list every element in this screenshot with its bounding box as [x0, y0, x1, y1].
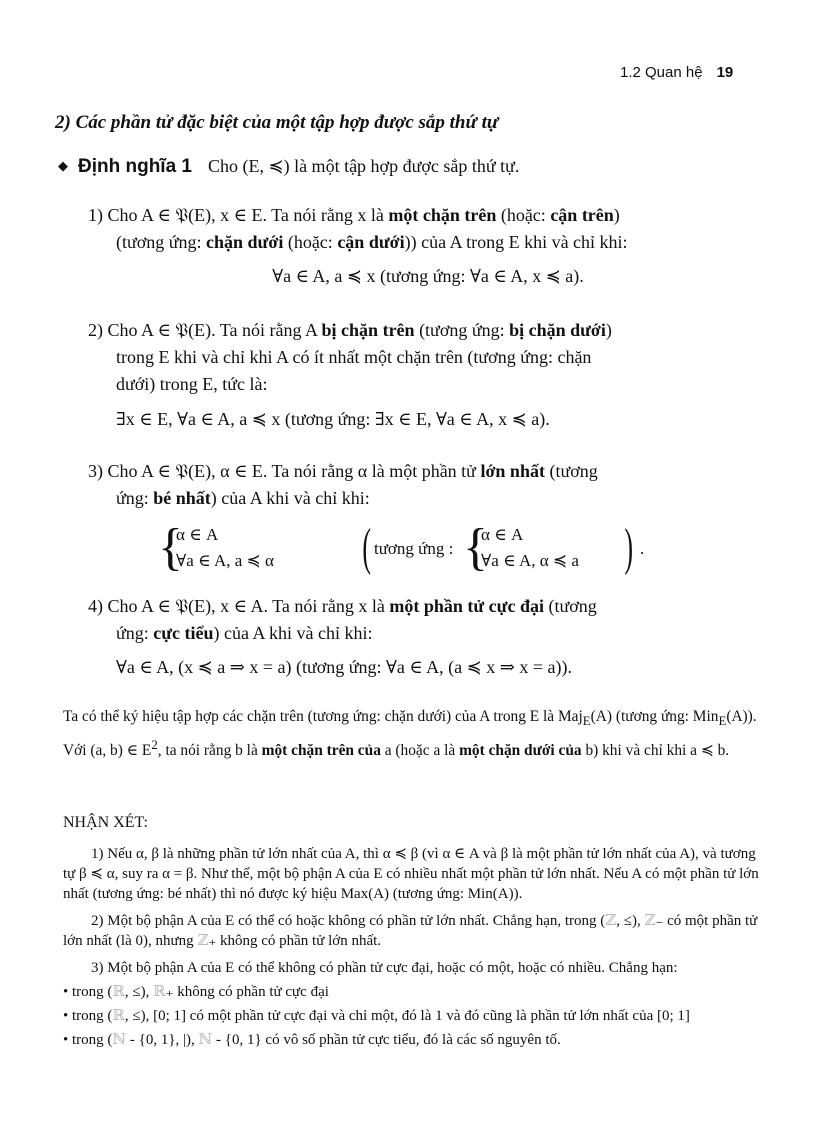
item4-text: ) của A khi và chỉ khi:: [213, 623, 373, 643]
term-bounded-above: bị chặn trên: [321, 320, 415, 340]
remark-text: 2) Một bộ phận A của E có thể có hoặc không có phần tử lớn nhất. Chẳng hạn, trong (: [91, 913, 606, 929]
remark-1: 1) Nếu α, β là những phần tử lớn nhất của A, thì α ≼ β (vì α ∈ A và β là một phần tử lớn nhất của A), và tương tự β ≼ α, suy ra α = β. Như thế, một bộ phận A của E có nhiều nhất một phần tử lớn nhất. Nếu A có một phần tử lớn nhất (tương ứng: bé nhất) thì nó được ký hiệu Max(A) (tương ứng: Min(A)).: [63, 846, 759, 902]
item2-text: trong E khi và chỉ khi A có ít nhất một chặn trên (tương ứng: chặn: [116, 347, 592, 367]
system-row: ∀a ∈ A, a ≼ α: [176, 551, 274, 570]
item4-formula: ∀a ∈ A, (x ≼ a ⇒ x = a) (tương ứng: ∀a ∈ A, (a ≼ x ⇒ x = a)).: [116, 657, 572, 677]
definition-name: Định nghĩa 1: [78, 156, 192, 177]
faded-symbol: ℕ: [198, 1032, 213, 1048]
subscript: E: [718, 714, 727, 729]
remark-text: • trong (: [63, 1008, 113, 1024]
bullet-item: [63, 1006, 763, 1026]
item3-text: (tương: [544, 461, 598, 481]
section-title: 2) Các phần tử đặc biệt của một tập hợp được sắp thứ tự: [55, 112, 499, 133]
remark-text: - {0, 1}, |),: [126, 1032, 199, 1048]
diamond-icon: ◆: [58, 158, 68, 173]
notation-paragraph: [63, 705, 763, 763]
remark-text: ₊ không có phần tử lớn nhất.: [208, 933, 382, 949]
term-lower-bound: chặn dưới: [206, 232, 284, 252]
item4-text: (tương: [543, 596, 597, 616]
left-brace: {: [463, 519, 488, 576]
item2-text: (tương ứng:: [414, 320, 510, 340]
bullet-item: [63, 982, 763, 1002]
item2-text: ): [605, 320, 612, 340]
system-row: α ∈ A: [176, 525, 219, 544]
running-header: [620, 64, 733, 81]
item3-text: ) của A khi và chỉ khi:: [210, 488, 370, 508]
item3-systems: [88, 516, 768, 586]
remark-2: [63, 911, 763, 951]
term-upper-bound-of: một chặn trên của: [261, 742, 381, 760]
faded-symbol: ℤ: [197, 933, 209, 949]
item1-text: ): [613, 205, 620, 225]
item3-text: 3) Cho A ∈ 𝔓(E), α ∈ E. Ta nói rằng α là một phần tử: [88, 461, 481, 481]
remark-text: ₊ không có phần tử cực đại: [165, 984, 329, 1000]
faded-symbol: ℝ: [112, 984, 125, 1000]
remark-text: , ≤),: [616, 913, 645, 929]
definition-item-4: [88, 593, 768, 681]
faded-symbol: ℝ: [153, 984, 166, 1000]
term-minimal: cực tiểu: [153, 623, 214, 643]
definition-item-2: [88, 317, 768, 433]
remark-text: - {0, 1} có vô số phần tử cực tiểu, đó là các số nguyên tố.: [212, 1032, 561, 1048]
system-row: α ∈ A: [481, 525, 524, 544]
remark-3: 3) Một bộ phận A của E có thể không có phần tử cực đại, hoặc có một, hoặc có nhiều. Chẳng hạn:: [91, 960, 678, 976]
remark-text: , ≤), [0; 1] có một phần tử cực đại và chỉ một, đó là 1 và đó cũng là phần tử lớn nhất của [0; 1]: [124, 1008, 690, 1024]
item3-text: ứng:: [116, 488, 154, 508]
item1-text: (hoặc:: [283, 232, 338, 252]
item2-formula: ∃x ∈ E, ∀a ∈ A, a ≼ x (tương ứng: ∃x ∈ E, ∀a ∈ A, x ≼ a).: [116, 409, 550, 429]
term-upper-bound: một chặn trên: [388, 205, 497, 225]
term-infimum: cận dưới: [337, 232, 405, 252]
term-least: bé nhất: [153, 488, 211, 508]
left-paren: (: [362, 519, 371, 576]
term-greatest: lớn nhất: [480, 461, 545, 481]
para-text: Ta có thể ký hiệu tập hợp các chặn trên (tương ứng: chặn dưới) của A trong E là Maj: [63, 708, 583, 725]
para-text: a (hoặc a là: [380, 742, 460, 760]
faded-symbol: ℤ: [644, 913, 656, 929]
system-end: .: [640, 539, 645, 558]
definition-intro: Cho (E, ≼) là một tập hợp được sắp thứ tự.: [208, 156, 520, 176]
right-paren: ): [624, 519, 633, 576]
item1-text: (hoặc:: [496, 205, 551, 225]
definition-heading: [58, 156, 519, 178]
faded-symbol: ℕ: [112, 1032, 127, 1048]
superscript: 2: [151, 738, 158, 753]
item2-text: 2) Cho A ∈ 𝔓(E). Ta nói rằng A: [88, 320, 322, 340]
para-text: b) khi và chỉ khi a ≼ b.: [581, 742, 730, 760]
item4-text: ứng:: [116, 623, 154, 643]
para-text: , ta nói rằng b là: [157, 742, 262, 760]
system-label: tương ứng :: [374, 539, 454, 558]
subscript: E: [582, 714, 591, 729]
item1-text: (tương ứng:: [116, 232, 207, 252]
remarks-heading: NHẬN XÉT:: [63, 814, 148, 831]
faded-symbol: ℤ: [605, 913, 617, 929]
para-text: (A)). Với (a, b) ∈ E: [63, 708, 757, 760]
remark-text: ₋ có một phần tử lớn nhất (là 0), nhưng: [63, 913, 758, 949]
item2-text: dưới) trong E, tức là:: [116, 374, 268, 394]
para-text: (A) (tương ứng: Min: [590, 708, 719, 725]
term-lower-bound-of: một chặn dưới của: [459, 742, 582, 760]
system-least: [481, 522, 579, 574]
header-section: 1.2 Quan hệ: [620, 64, 703, 81]
item1-text: 1) Cho A ∈ 𝔓(E), x ∈ E. Ta nói rằng x là: [88, 205, 389, 225]
remark-text: • trong (: [63, 984, 113, 1000]
left-brace: {: [158, 519, 183, 576]
page-number: 19: [716, 64, 734, 81]
item1-formula: ∀a ∈ A, a ≼ x (tương ứng: ∀a ∈ A, x ≼ a).: [272, 266, 584, 286]
system-greatest: [176, 522, 274, 574]
term-bounded-below: bị chặn dưới: [509, 320, 606, 340]
term-supremum: cận trên: [550, 205, 614, 225]
remark-text: , ≤),: [124, 984, 154, 1000]
item4-text: 4) Cho A ∈ 𝔓(E), x ∈ A. Ta nói rằng x là: [88, 596, 390, 616]
bullet-item: [63, 1030, 763, 1050]
remark-text: • trong (: [63, 1032, 113, 1048]
item1-text: )) của A trong E khi và chỉ khi:: [404, 232, 628, 252]
term-maximal: một phần tử cực đại: [389, 596, 544, 616]
definition-item-3: [88, 458, 768, 586]
faded-symbol: ℝ: [112, 1008, 125, 1024]
system-row: ∀a ∈ A, α ≼ a: [481, 551, 579, 570]
definition-item-1: [88, 202, 768, 290]
remarks-body: [63, 844, 763, 1054]
